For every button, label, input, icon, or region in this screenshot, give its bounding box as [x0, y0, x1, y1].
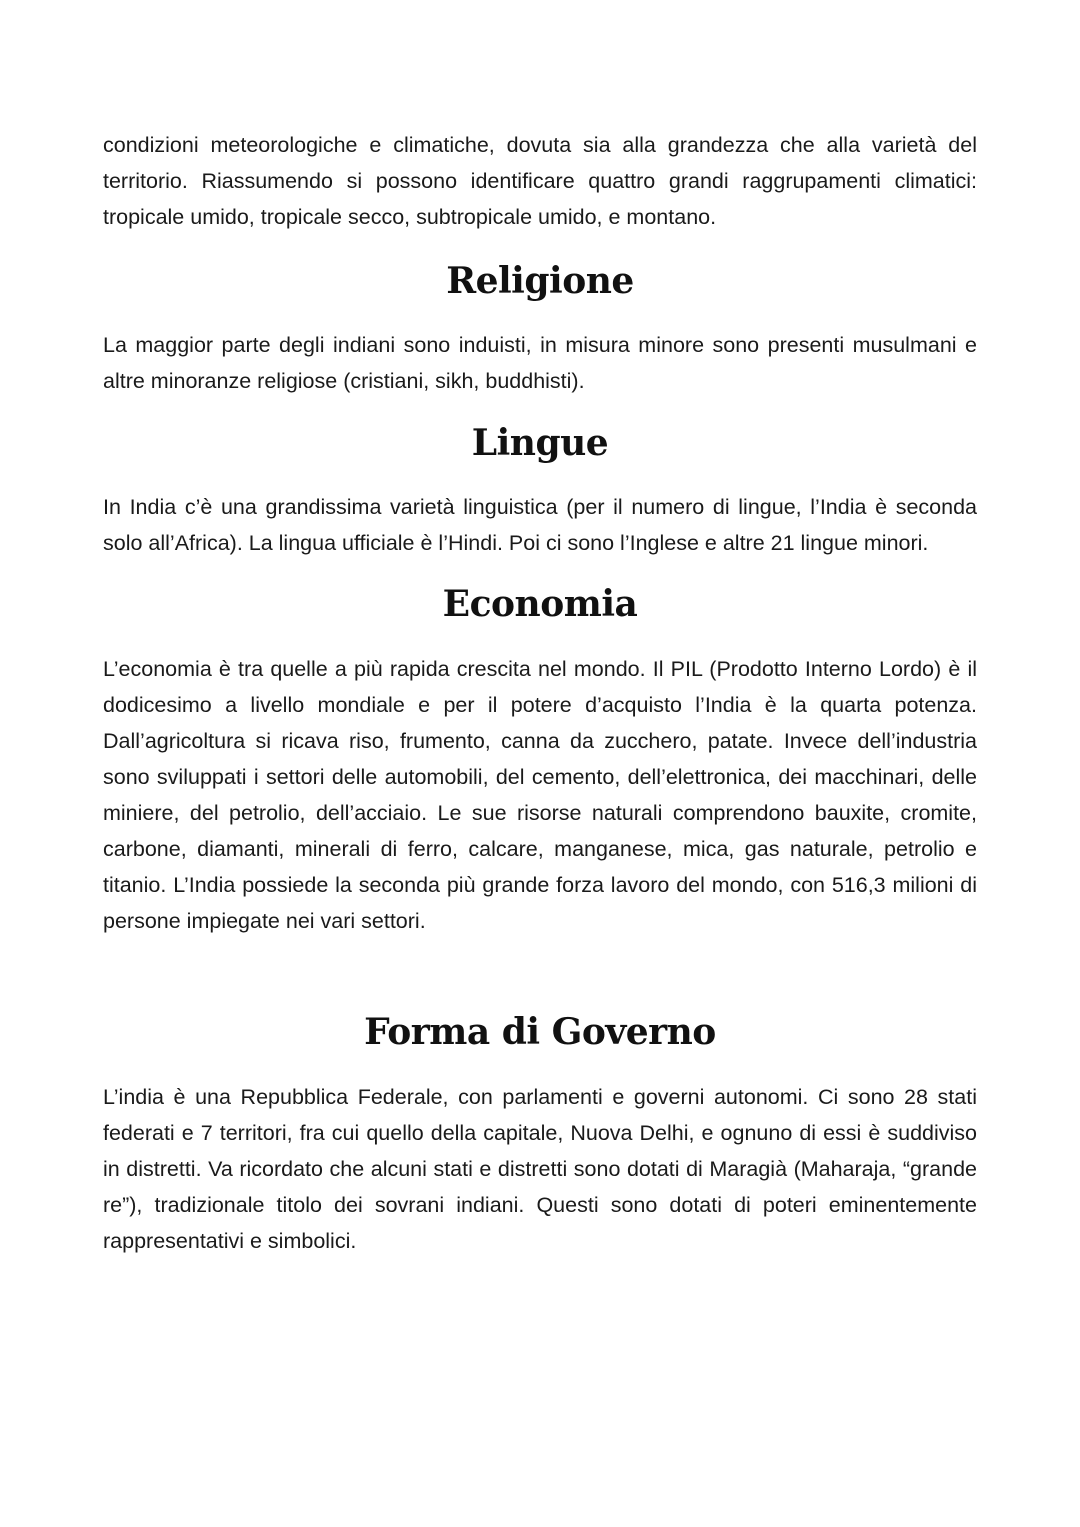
economia-paragraph: L’economia è tra quelle a più rapida crescita nel mondo. Il PIL (Prodotto Interno Lordo) è il dodicesimo a livello mondiale e per il potere d’acquisto l’India è la quarta potenza. Dall’agricoltura si ricava riso, frumento, canna da zucchero, patate. Invece dell’industria sono sviluppati i settori delle automobili, del cemento, dell’elettronica, dei macchinari, delle miniere, del petrolio, dell’acciaio. Le sue risorse naturali comprendono bauxite, cromite, carbone, diamanti, minerali di ferro, calcare, manganese, mica, gas naturale, petrolio e titanio. L’India possiede la seconda più grande forza lavoro del mondo, con 516,3 milioni di persone impiegate nei vari settori. [103, 657, 977, 933]
section-heading-forma-di-governo: Forma di Governo [364, 1011, 716, 1053]
intro-paragraph: condizioni meteorologiche e climatiche, dovuta sia alla grandezza che alla varietà del territorio. Riassumendo si possono identificare quattro grandi raggrupamenti climatici: tropicale umido, tropicale secco, subtropicale umido, e montano. [103, 133, 977, 229]
religione-paragraph: La maggior parte degli indiani sono induisti, in misura minore sono presenti musulmani e altre minoranze religiose (cristiani, sikh, buddhisti). [103, 333, 977, 393]
governo-paragraph: L’india è una Repubblica Federale, con parlamenti e governi autonomi. Ci sono 28 stati federati e 7 territori, fra cui quello della capitale, Nuova Delhi, e ognuno di essi è suddiviso in distretti. Va ricordato che alcuni stati e distretti sono dotati di Maragià (Maharaja, “grande re”), tradizionale titolo dei sovrani indiani. Questi sono dotati di poteri eminentemente rappresentativi e simbolici. [103, 1085, 977, 1253]
lingue-paragraph: In India c’è una grandissima varietà linguistica (per il numero di lingue, l’India è seconda solo all’Africa). La lingua ufficiale è l’Hindi. Poi ci sono l’Inglese e altre 21 lingue minori. [103, 495, 977, 555]
section-heading-lingue: Lingue [471, 422, 609, 464]
section-heading-economia: Economia [442, 583, 638, 625]
document-page [103, 127, 977, 1259]
section-heading-religione: Religione [446, 260, 634, 302]
